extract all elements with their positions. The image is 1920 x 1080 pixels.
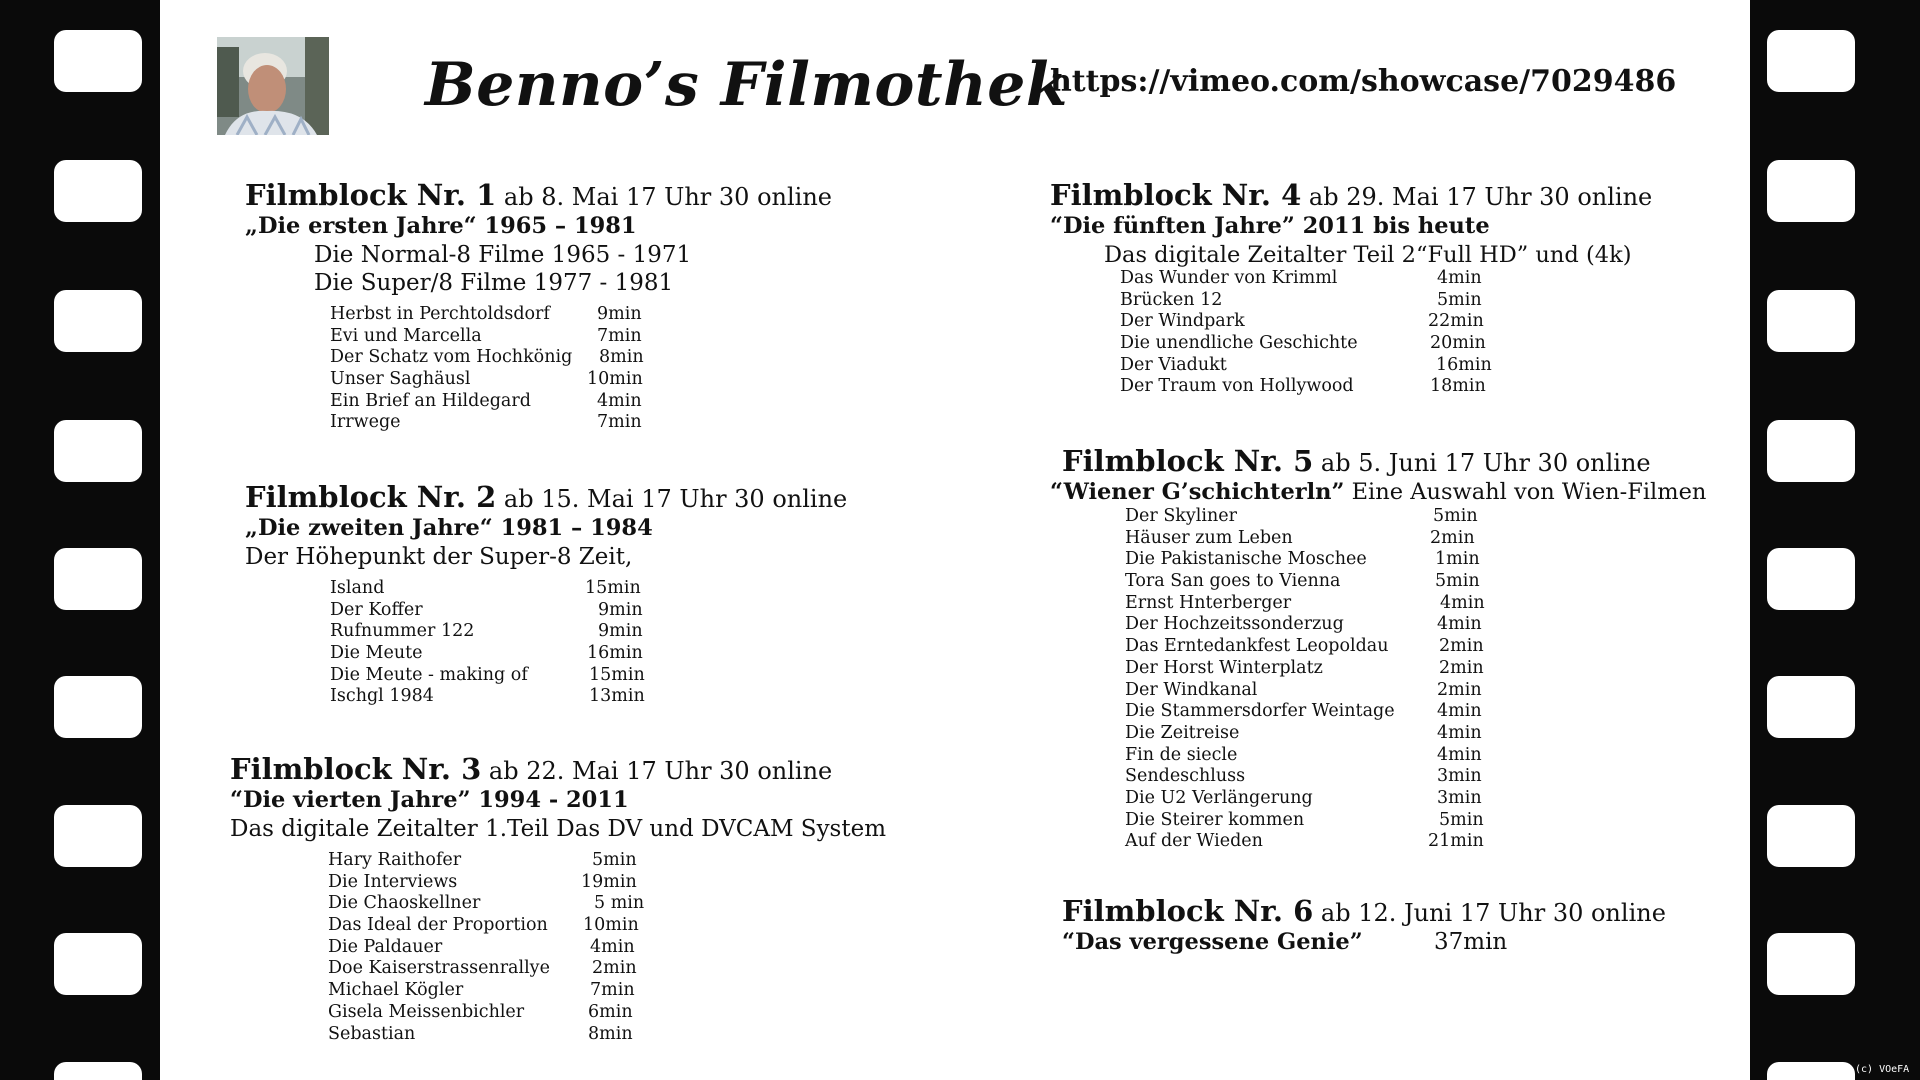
- sprocket-hole: [54, 290, 142, 352]
- sprocket-hole: [54, 30, 142, 92]
- film-title: Der Viadukt: [1120, 354, 1227, 375]
- film-title: Die Meute - making of: [330, 664, 528, 685]
- film-title: Herbst in Perchtoldsdorf: [330, 304, 550, 324]
- sprocket-hole: [1767, 290, 1855, 352]
- film-title: Die unendliche Geschichte: [1120, 333, 1358, 354]
- film-strip-left: [0, 0, 160, 1080]
- film-duration: 8min: [599, 347, 644, 368]
- film-item: [1120, 354, 1492, 377]
- sprocket-hole: [54, 160, 142, 222]
- film-title: Fin de siecle: [1125, 744, 1238, 765]
- film-duration: 5min: [1435, 571, 1480, 592]
- filmblock-subtitle: [1050, 478, 1706, 507]
- sprocket-hole: [54, 420, 142, 482]
- showcase-url[interactable]: https://vimeo.com/showcase/7029486: [1050, 64, 1677, 99]
- film-title: Hary Raithofer: [328, 850, 462, 870]
- film-title: Tora San goes to Vienna: [1125, 571, 1341, 592]
- film-item: [330, 686, 645, 708]
- filmblock-description: Das digitale Zeitalter Teil 2“Full HD” und (4k): [1104, 242, 1632, 268]
- film-duration: 4min: [1437, 614, 1482, 635]
- filmblock-header: [1050, 180, 1652, 212]
- film-duration: 9min: [597, 304, 642, 324]
- film-title: Doe Kaiserstrassenrallye: [328, 958, 550, 979]
- film-duration: 6min: [588, 1001, 633, 1022]
- filmblock-date: ab 8. Mai 17 Uhr 30 online: [496, 183, 832, 211]
- film-list: [330, 304, 644, 434]
- film-title: Unser Saghäusl: [330, 369, 471, 390]
- sprocket-hole: [1767, 30, 1855, 92]
- film-duration: 16min: [587, 643, 643, 664]
- filmblock-number: Filmblock Nr. 5: [1062, 444, 1314, 478]
- film-title: Gisela Meissenbichler: [328, 1001, 525, 1022]
- film-item: [328, 915, 639, 937]
- film-duration: 5min: [1437, 289, 1482, 310]
- page-title: Benno’s Filmothek: [425, 50, 1068, 120]
- film-title: Die U2 Verlängerung: [1125, 787, 1313, 808]
- film-title: Häuser zum Leben: [1125, 527, 1293, 548]
- film-title: Sebastian: [328, 1023, 416, 1044]
- filmblock-subtitle: „Die ersten Jahre“ 1965 – 1981: [245, 213, 637, 239]
- filmblock-description: Der Höhepunkt der Super-8 Zeit,: [245, 544, 633, 570]
- film-item: [330, 643, 643, 665]
- film-title: Auf der Wieden: [1125, 831, 1263, 852]
- sprocket-hole: [54, 805, 142, 867]
- film-item: [1125, 722, 1482, 745]
- film-duration: 20min: [1430, 333, 1486, 354]
- film-title: Island: [330, 578, 385, 598]
- film-item: [1125, 527, 1475, 550]
- sprocket-hole: [1767, 420, 1855, 482]
- sprocket-hole: [54, 1062, 142, 1080]
- film-duration: 4min: [597, 390, 642, 411]
- film-duration: 9min: [598, 599, 643, 620]
- film-duration: 4min: [1437, 701, 1482, 722]
- film-title: Der Traum von Hollywood: [1120, 376, 1354, 397]
- film-duration: 4min: [1437, 722, 1482, 743]
- filmblock-header: [245, 482, 847, 514]
- filmblock-4: [1050, 180, 1652, 269]
- filmblock-6: [1062, 896, 1666, 957]
- sprocket-hole: [54, 933, 142, 995]
- film-title: Irrwege: [330, 412, 401, 433]
- film-duration: 16min: [1436, 354, 1492, 375]
- film-item: [1125, 571, 1480, 593]
- film-item: [1125, 744, 1482, 767]
- film-item: [328, 1001, 633, 1024]
- filmblock-description: Die Super/8 Filme 1977 - 1981: [314, 270, 674, 296]
- film-item: [328, 958, 637, 980]
- film-duration: 10min: [587, 369, 643, 390]
- film-duration: 4min: [1437, 268, 1482, 288]
- film-duration: 7min: [597, 325, 642, 346]
- film-title: Ischgl 1984: [330, 686, 434, 707]
- film-item: [1120, 268, 1482, 290]
- film-item: [1125, 657, 1484, 680]
- filmblock-subtitle-title: “Das vergessene Genie”: [1062, 929, 1363, 955]
- film-item: [1120, 376, 1486, 398]
- filmblock-date: ab 29. Mai 17 Uhr 30 online: [1301, 183, 1653, 211]
- film-title: Der Koffer: [330, 599, 423, 620]
- film-title: Die Meute: [330, 643, 423, 664]
- film-duration: 5min: [592, 850, 637, 870]
- film-item: [328, 1023, 633, 1046]
- film-duration: 3min: [1437, 787, 1482, 808]
- film-title: Ernst Hnterberger: [1125, 592, 1292, 613]
- film-duration: 15min: [589, 664, 645, 685]
- filmblock-5: [1050, 446, 1706, 507]
- film-title: Ein Brief an Hildegard: [330, 390, 531, 411]
- film-item: [1125, 636, 1484, 658]
- filmblock-subtitle: “Die vierten Jahre” 1994 - 2011: [230, 787, 629, 813]
- film-title: Der Horst Winterplatz: [1125, 657, 1323, 678]
- film-duration: 4min: [590, 936, 635, 957]
- film-duration: 9min: [598, 621, 643, 642]
- film-item: [1125, 809, 1484, 832]
- filmblock-subtitle: „Die zweiten Jahre“ 1981 – 1984: [245, 515, 653, 541]
- film-duration: 2min: [1437, 679, 1482, 700]
- film-title: Michael Kögler: [328, 980, 464, 1001]
- film-duration: 7min: [597, 412, 642, 433]
- film-title: Evi und Marcella: [330, 325, 482, 346]
- film-list: [328, 850, 645, 1045]
- film-title: Der Schatz vom Hochkönig: [330, 347, 573, 368]
- film-title: Der Windkanal: [1125, 679, 1258, 700]
- film-item: [1120, 311, 1484, 333]
- film-item: [330, 578, 641, 600]
- film-duration: 3min: [1437, 766, 1482, 787]
- film-duration: 21min: [1428, 831, 1484, 852]
- film-item: [330, 325, 642, 348]
- film-title: Der Hochzeitssonderzug: [1125, 614, 1344, 635]
- film-title: Die Stammersdorfer Weintage: [1125, 701, 1395, 722]
- film-item: [330, 390, 642, 413]
- sprocket-hole: [1767, 160, 1855, 222]
- film-duration: 19min: [581, 871, 637, 892]
- filmblock-date: ab 15. Mai 17 Uhr 30 online: [496, 485, 848, 513]
- film-item: [1125, 831, 1484, 853]
- film-title: Das Ideal der Proportion: [328, 915, 548, 936]
- film-item: [328, 893, 645, 915]
- film-title: Der Skyliner: [1125, 506, 1237, 526]
- film-title: Die Chaoskellner: [328, 893, 481, 914]
- filmblock-number: Filmblock Nr. 2: [245, 480, 497, 514]
- sprocket-hole: [1767, 933, 1855, 995]
- film-item: [328, 850, 637, 872]
- filmblock-3: [230, 754, 886, 843]
- filmblock-header: [245, 180, 832, 212]
- film-duration: 5min: [1433, 506, 1478, 526]
- film-title: Das Wunder von Krimml: [1120, 268, 1338, 288]
- film-duration: 7min: [590, 980, 635, 1001]
- film-item: [1120, 289, 1482, 312]
- film-title: Sendeschluss: [1125, 766, 1246, 787]
- film-item: [330, 621, 643, 643]
- filmblock-2: [245, 482, 847, 571]
- sprocket-hole: [1767, 805, 1855, 867]
- film-title: Das Erntedankfest Leopoldau: [1125, 636, 1389, 657]
- film-title: Die Steirer kommen: [1125, 809, 1305, 830]
- film-title: Die Zeitreise: [1125, 722, 1240, 743]
- film-duration: 22min: [1428, 311, 1484, 332]
- film-strip-right: [1750, 0, 1920, 1080]
- film-item: [330, 412, 642, 434]
- film-list: [1120, 268, 1492, 398]
- film-item: [1125, 766, 1482, 788]
- film-title: Die Interviews: [328, 871, 458, 892]
- filmblock-header: [1062, 446, 1706, 478]
- sprocket-hole: [54, 548, 142, 610]
- film-duration: 5 min: [594, 893, 645, 914]
- film-list: [1125, 506, 1485, 853]
- sprocket-hole: [54, 676, 142, 738]
- filmblock-date: ab 22. Mai 17 Uhr 30 online: [481, 757, 833, 785]
- film-item: [1125, 614, 1482, 636]
- film-item: [328, 871, 637, 894]
- film-title: Die Paldauer: [328, 936, 443, 957]
- watermark: (c) VOeFA: [1855, 1064, 1910, 1075]
- filmblock-description: Die Normal-8 Filme 1965 - 1971: [314, 242, 692, 268]
- film-duration: 2min: [1439, 657, 1484, 678]
- film-duration: 10min: [583, 915, 639, 936]
- film-duration: 4min: [1440, 592, 1485, 613]
- film-list: [330, 578, 645, 708]
- film-duration: 8min: [588, 1023, 633, 1044]
- film-item: [1120, 333, 1486, 355]
- filmblock-subtitle: [1062, 928, 1666, 957]
- portrait-photo: [217, 37, 329, 135]
- film-title: Der Windpark: [1120, 311, 1245, 332]
- film-item: [330, 599, 643, 622]
- sprocket-hole: [1767, 1062, 1855, 1080]
- film-item: [328, 980, 635, 1002]
- film-item: [1125, 701, 1482, 723]
- film-item: [330, 664, 645, 687]
- filmblock-description: Das digitale Zeitalter 1.Teil Das DV und DVCAM System: [230, 816, 887, 842]
- filmblock-number: Filmblock Nr. 6: [1062, 894, 1314, 928]
- filmblock-subtitle-title: “Wiener G’schichterln”: [1050, 479, 1345, 505]
- film-item: [330, 347, 644, 369]
- filmblock-subtitle-extra: Eine Auswahl von Wien-Filmen: [1344, 479, 1707, 505]
- film-title: Rufnummer 122: [330, 621, 475, 642]
- film-item: [1125, 679, 1482, 702]
- film-duration: 1min: [1435, 549, 1480, 570]
- film-item: [1125, 549, 1480, 571]
- film-item: [328, 936, 635, 959]
- sprocket-hole: [1767, 548, 1855, 610]
- film-duration: 2min: [592, 958, 637, 979]
- film-item: [1125, 506, 1478, 528]
- sprocket-hole: [1767, 676, 1855, 738]
- film-item: [1125, 787, 1482, 810]
- film-title: Die Pakistanische Moschee: [1125, 549, 1367, 570]
- film-item: [1125, 592, 1485, 615]
- filmblock-number: Filmblock Nr. 3: [230, 752, 482, 786]
- film-duration: 37min: [1434, 929, 1508, 955]
- filmblock-header: [1062, 896, 1666, 928]
- film-item: [330, 369, 643, 391]
- film-duration: 2min: [1439, 636, 1484, 657]
- filmblock-1: [245, 180, 832, 297]
- film-item: [330, 304, 642, 326]
- film-duration: 18min: [1430, 376, 1486, 397]
- film-title: Brücken 12: [1120, 289, 1223, 310]
- film-duration: 5min: [1439, 809, 1484, 830]
- filmblock-number: Filmblock Nr. 1: [245, 178, 497, 212]
- film-duration: 2min: [1430, 527, 1475, 548]
- film-duration: 4min: [1437, 744, 1482, 765]
- film-duration: 13min: [589, 686, 645, 707]
- film-duration: 15min: [585, 578, 641, 598]
- filmblock-subtitle: “Die fünften Jahre” 2011 bis heute: [1050, 213, 1490, 239]
- filmblock-date: ab 12. Juni 17 Uhr 30 online: [1313, 899, 1666, 927]
- filmblock-header: [230, 754, 886, 786]
- filmblock-date: ab 5. Juni 17 Uhr 30 online: [1313, 449, 1651, 477]
- filmblock-number: Filmblock Nr. 4: [1050, 178, 1302, 212]
